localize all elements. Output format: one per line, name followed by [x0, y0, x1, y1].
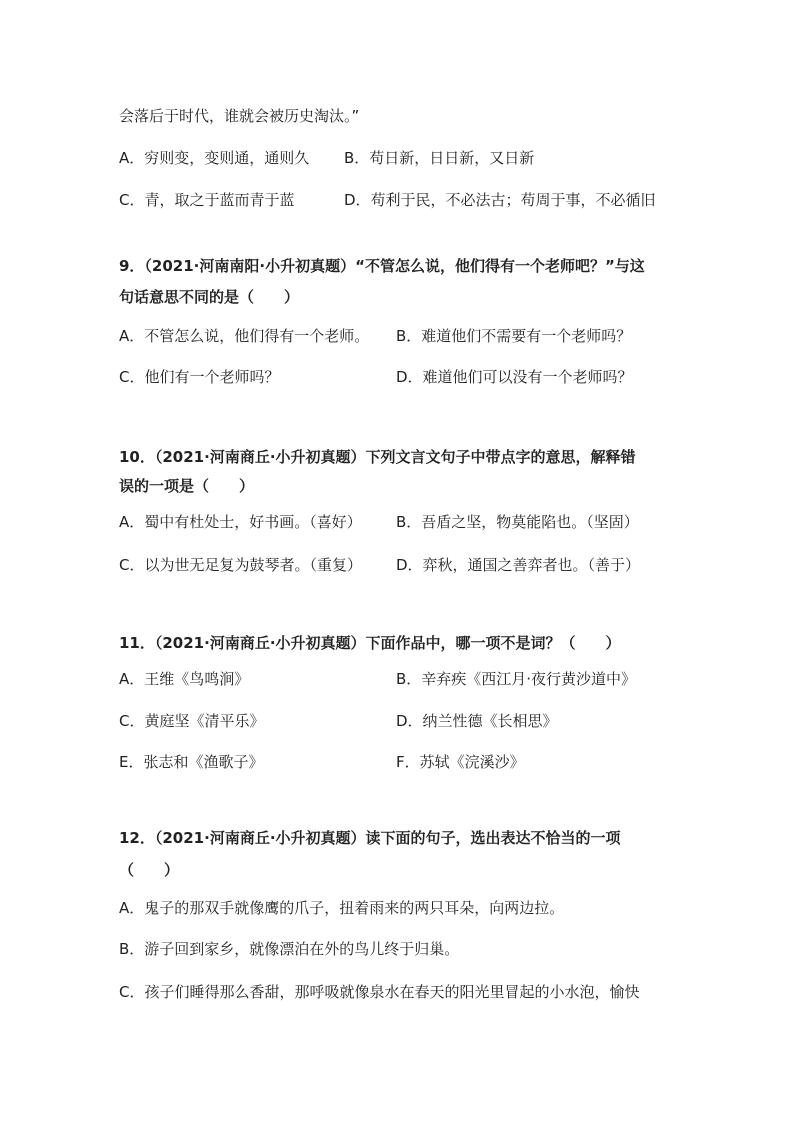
q10-option-d[interactable]: D．弈秋，通国之善弈者也。（善于）	[396, 556, 641, 574]
q12-stem-line-1: 12．（2021·河南商丘·小升初真题）读下面的句子，选出表达不恰当的一项	[119, 829, 621, 847]
q9-option-c[interactable]: C．他们有一个老师吗？	[119, 368, 280, 386]
q12-stem-line-2: （ ）	[119, 861, 180, 879]
q10-option-a[interactable]: A．蜀中有杜处士，好书画。（喜好）	[119, 513, 362, 531]
q11-option-f[interactable]: F．苏轼《浣溪沙》	[396, 753, 525, 771]
q11-option-a[interactable]: A．王维《鸟鸣涧》	[119, 670, 250, 688]
q8-option-b[interactable]: B．苟日新，日日新，又日新	[344, 149, 535, 167]
q9-option-d[interactable]: D．难道他们可以没有一个老师吗？	[396, 368, 633, 386]
q11-option-d[interactable]: D．纳兰性德《长相思》	[396, 712, 558, 730]
q8-option-a[interactable]: A．穷则变，变则通，通则久	[119, 149, 310, 167]
q9-option-b[interactable]: B．难道他们不需要有一个老师吗？	[396, 327, 632, 345]
q9-option-a[interactable]: A．不管怎么说，他们得有一个老师。	[119, 327, 370, 345]
q9-stem-line-2: 句话意思不同的是（ ）	[119, 288, 300, 306]
q8-option-c[interactable]: C．青，取之于蓝而青于蓝	[119, 191, 295, 209]
q12-option-c[interactable]: C．孩子们睡得那么香甜，那呼吸就像泉水在春天的阳光里冒起的小水泡，愉快	[119, 983, 640, 1001]
q10-stem-line-2: 误的一项是（ ）	[119, 477, 255, 495]
q10-option-c[interactable]: C．以为世无足复为鼓琴者。（重复）	[119, 556, 362, 574]
q11-option-e[interactable]: E．张志和《渔歌子》	[119, 753, 264, 771]
q8-option-d[interactable]: D．苟利于民，不必法古；苟周于事，不必循旧	[344, 191, 656, 209]
q11-option-c[interactable]: C．黄庭坚《清平乐》	[119, 712, 265, 730]
q12-option-b[interactable]: B．游子回到家乡，就像漂泊在外的鸟儿终于归巢。	[119, 940, 460, 958]
q11-stem: 11．（2021·河南商丘·小升初真题）下面作品中，哪一项不是词？（ ）	[119, 634, 621, 652]
q8-stem-tail: 会落后于时代，谁就会被历史淘汰。”	[119, 107, 360, 125]
q9-stem-line-1: 9．（2021·河南南阳·小升初真题）“不管怎么说，他们得有一个老师吧？”与这	[119, 257, 645, 275]
q10-option-b[interactable]: B．吾盾之坚，物莫能陷也。（坚固）	[396, 513, 639, 531]
q10-stem-line-1: 10．（2021·河南商丘·小升初真题）下列文言文句子中带点字的意思，解释错	[119, 448, 636, 466]
q11-option-b[interactable]: B．辛弃疾《西江月·夜行黄沙道中》	[396, 670, 637, 688]
q12-option-a[interactable]: A．鬼子的那双手就像鹰的爪子，扭着雨来的两只耳朵，向两边拉。	[119, 899, 565, 917]
